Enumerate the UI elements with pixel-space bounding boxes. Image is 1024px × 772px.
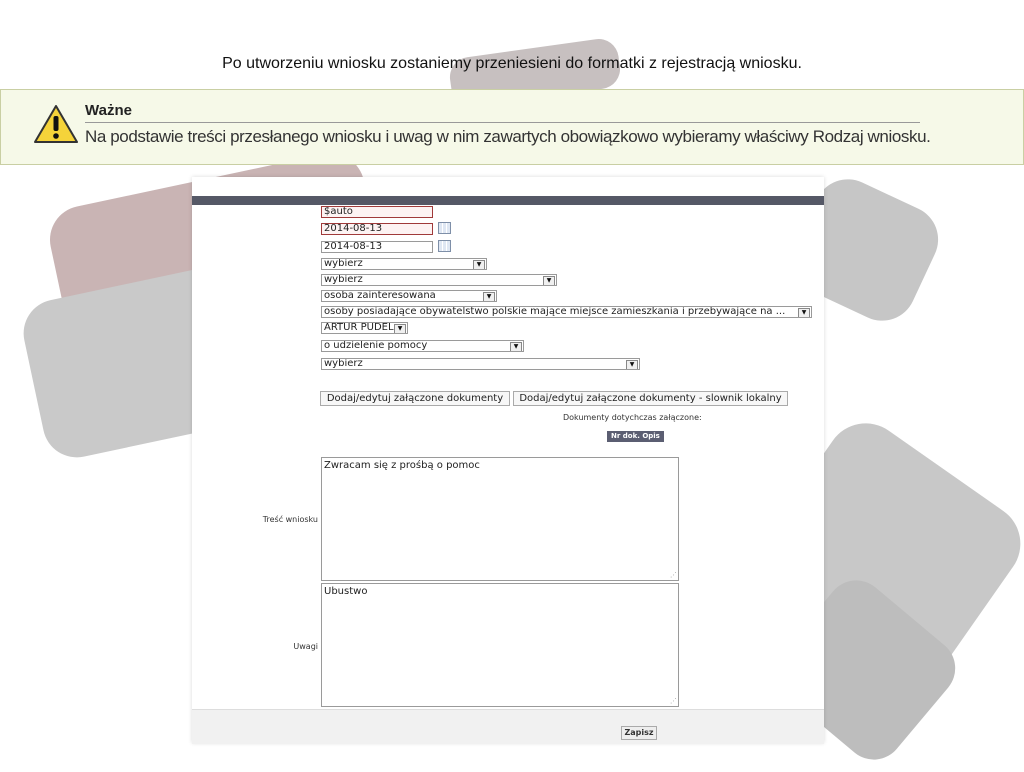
resize-handle-icon[interactable]: ⋰ [670, 697, 677, 705]
chevron-down-icon[interactable]: ▼ [394, 324, 406, 334]
applicant-type-select-value: osoba zainteresowana [324, 290, 436, 301]
remarks-textarea[interactable] [321, 583, 679, 707]
resize-handle-icon[interactable]: ⋰ [670, 571, 677, 579]
status-select[interactable] [321, 258, 487, 270]
applicant-type-select[interactable] [321, 290, 497, 302]
content-text: Zwracam się z prośbą o pomoc [324, 460, 480, 471]
applicant-select[interactable] [321, 322, 408, 334]
note-title: Ważne [85, 102, 132, 119]
note-text: Na podstawie treści przesłanego wniosku i uwag w nim zawartych obowiązkowo wybieramy właściwy Rodzaj wniosku. [85, 127, 931, 146]
application-type-select[interactable] [321, 340, 524, 352]
chevron-down-icon[interactable]: ▼ [798, 308, 810, 318]
form-footer [192, 709, 824, 744]
attached-documents-header: Nr dok. Opis [607, 431, 664, 442]
chevron-down-icon[interactable]: ▼ [543, 276, 555, 286]
chevron-down-icon[interactable]: ▼ [473, 260, 485, 270]
number-input[interactable]: $auto [321, 206, 433, 218]
applicant-select-value: ARTUR PUDEL [324, 322, 394, 333]
application-type-select-value: o udzielenie pomocy [324, 340, 428, 351]
registration-date-input[interactable]: 2014-08-13 [321, 241, 433, 253]
application-kind-select-value: wybierz [324, 358, 363, 369]
beneficiary-type-select-value: osoby posiadające obywatelstwo polskie mające miejsce zamieszkania i przebywające na ... [324, 306, 786, 317]
warning-icon [33, 104, 79, 144]
content-textarea[interactable] [321, 457, 679, 581]
remarks-label: Uwagi [293, 642, 318, 651]
content-label: Treść wniosku [262, 515, 318, 524]
application-form [192, 177, 824, 743]
attached-documents-label: Dokumenty dotychczas załączone: [563, 413, 702, 422]
chevron-down-icon[interactable]: ▼ [510, 342, 522, 352]
save-button[interactable]: Zapisz [621, 726, 657, 740]
important-note [0, 89, 1024, 165]
close-reason-select[interactable] [321, 274, 557, 286]
close-reason-select-value: wybierz [324, 274, 363, 285]
note-divider [85, 122, 920, 123]
beneficiary-type-select[interactable] [321, 306, 812, 318]
chevron-down-icon[interactable]: ▼ [626, 360, 638, 370]
attach-documents-local-button[interactable]: Dodaj/edytuj załączone dokumenty - slownik lokalny [513, 391, 788, 406]
attach-documents-button[interactable]: Dodaj/edytuj załączone dokumenty [320, 391, 510, 406]
status-select-value: wybierz [324, 258, 363, 269]
intro-text: Po utworzeniu wniosku zostaniemy przeniesieni do formatki z rejestracją wniosku. [222, 55, 802, 72]
chevron-down-icon[interactable]: ▼ [483, 292, 495, 302]
calendar-icon[interactable] [438, 240, 451, 252]
date-input[interactable]: 2014-08-13 [321, 223, 433, 235]
calendar-icon[interactable] [438, 222, 451, 234]
remarks-text: Ubustwo [324, 586, 368, 597]
application-kind-select[interactable] [321, 358, 640, 370]
form-header-bar [192, 196, 824, 205]
